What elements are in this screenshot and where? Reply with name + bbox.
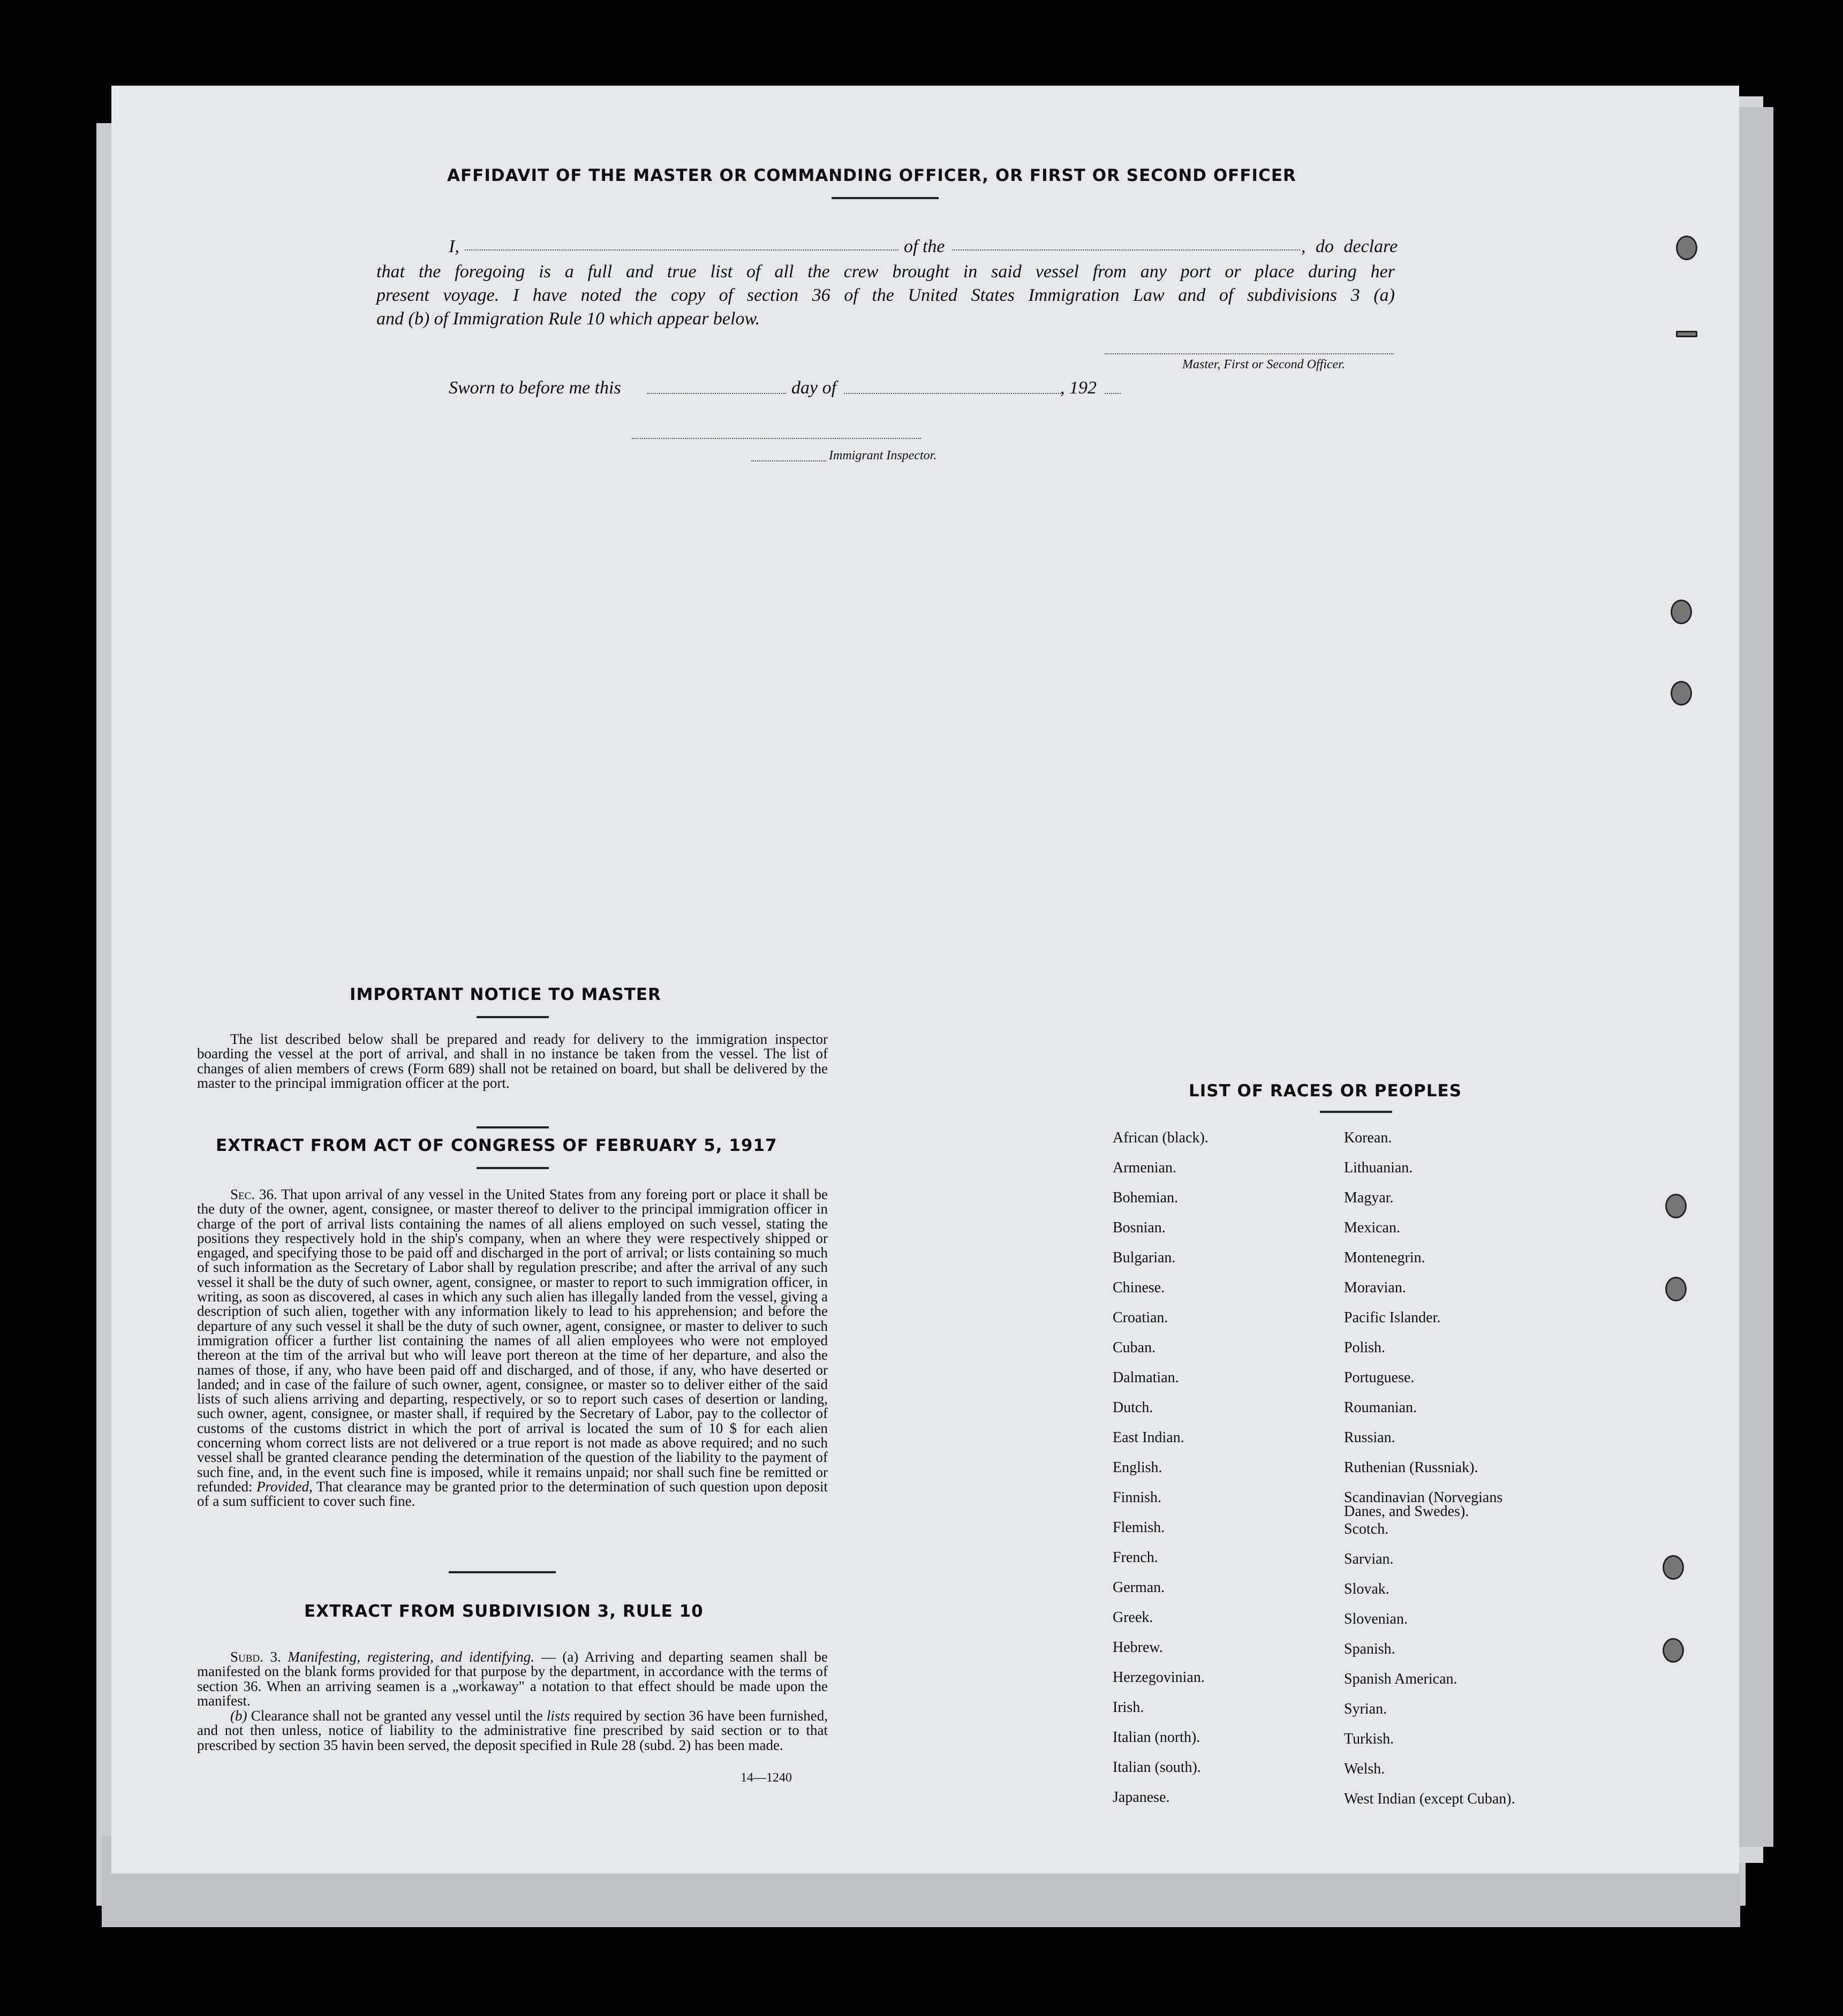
notice-title-rule <box>477 1016 549 1018</box>
rule-subd-a <box>197 1650 828 1708</box>
rule-b-text-1: Clearance shall not be granted any vessel until the <box>251 1708 543 1724</box>
race-item: East Indian. <box>1113 1429 1184 1446</box>
officer-name-line[interactable] <box>465 249 898 251</box>
act-title: EXTRACT FROM ACT OF CONGRESS OF FEBRUARY 5, 1917 <box>216 1136 777 1155</box>
rule-b-marker: (b) <box>230 1708 247 1724</box>
binder-hole-icon <box>1671 681 1692 706</box>
race-item: Welsh. <box>1344 1761 1385 1777</box>
race-item: Armenian. <box>1113 1159 1176 1176</box>
notice-title: IMPORTANT NOTICE TO MASTER <box>350 985 661 1004</box>
rule-title: EXTRACT FROM SUBDIVISION 3, RULE 10 <box>304 1602 704 1621</box>
race-item: Danes, and Swedes). <box>1344 1503 1469 1520</box>
master-signature-line[interactable] <box>1105 353 1394 354</box>
rule-b-lists: lists <box>546 1708 570 1724</box>
notice-text: The list described below shall be prepared and ready for delivery to the immigration inspector boarding the vessel at the port of arrival, and shall in no instance be taken from the vessel. The list of changes of alien members of crews (Form 689) shall not be retained on board, but shall be delivered by the master to the principal immigration officer at the port. <box>197 1031 828 1091</box>
binder-hole-icon <box>1671 600 1692 624</box>
race-item: Slovak. <box>1344 1581 1389 1597</box>
vessel-name-line[interactable] <box>952 249 1300 251</box>
races-title: LIST OF RACES OR PEOPLES <box>1189 1081 1462 1101</box>
race-item: Spanish American. <box>1344 1671 1457 1687</box>
race-item: German. <box>1113 1579 1165 1596</box>
act-section-marker: Sec. 36. <box>230 1186 277 1202</box>
race-item: Cuban. <box>1113 1339 1156 1356</box>
race-item: Croatian. <box>1113 1309 1168 1326</box>
race-item: Sarvian. <box>1344 1551 1394 1567</box>
race-item: Bulgarian. <box>1113 1249 1176 1266</box>
race-item: Flemish. <box>1113 1519 1165 1536</box>
race-item: Moravian. <box>1344 1279 1406 1296</box>
race-item: Portuguese. <box>1344 1369 1415 1386</box>
race-item: Russian. <box>1344 1429 1395 1446</box>
race-item: Mexican. <box>1344 1219 1400 1236</box>
race-item: Greek. <box>1113 1609 1153 1626</box>
rule-b-text-2: required by section 36 have been furnished, and not then unless, notice of liability to the administrative fine prescribed by said section or to that prescribed by section 35 havin been served, the deposit specified in Rule 28 (subd. 2) has been made. <box>197 1708 828 1753</box>
sworn-day-line[interactable] <box>647 393 786 394</box>
inspector-dots <box>751 460 826 461</box>
race-item: Bosnian. <box>1113 1219 1166 1236</box>
affidavit-body-line-1: that the foregoing is a full and true list of all the crew brought in said vessel from any port or place during her <box>376 262 1395 282</box>
race-item: Slovenian. <box>1344 1611 1408 1627</box>
act-top-rule <box>477 1126 549 1128</box>
act-text <box>197 1187 828 1509</box>
rule-subd-b <box>197 1709 828 1753</box>
affidavit-title: AFFIDAVIT OF THE MASTER OR COMMANDING OFFICER, OR FIRST OR SECOND OFFICER <box>447 166 1296 185</box>
binder-hole-icon <box>1663 1638 1684 1663</box>
binder-hole-icon <box>1676 236 1697 260</box>
affidavit-title-rule <box>832 197 939 199</box>
sworn-year-line[interactable] <box>1105 393 1121 394</box>
race-item: Magyar. <box>1344 1189 1394 1206</box>
rule-a-marker: — (a) <box>541 1649 579 1665</box>
binder-hole-icon <box>1665 1277 1687 1301</box>
race-item: Pacific Islander. <box>1344 1309 1441 1326</box>
race-item: Italian (south). <box>1113 1759 1201 1776</box>
binder-hole-icon <box>1676 331 1697 337</box>
rule-top-rule <box>449 1571 556 1573</box>
race-item: African (black). <box>1113 1130 1208 1146</box>
affidavit-i: I, <box>449 237 459 256</box>
race-item: Dutch. <box>1113 1399 1153 1416</box>
form-number: 14—1240 <box>741 1771 792 1785</box>
affidavit-body-line-3: and (b) of Immigration Rule 10 which appear below. <box>376 309 760 329</box>
binder-hole-icon <box>1663 1555 1684 1580</box>
race-item: Scandinavian (Norvegians <box>1344 1489 1503 1506</box>
race-item: English. <box>1113 1459 1162 1476</box>
inspector-label: Immigrant Inspector. <box>829 449 937 463</box>
form-page <box>111 86 1739 1874</box>
sworn-month-line[interactable] <box>844 393 1063 394</box>
race-item: Turkish. <box>1344 1731 1394 1747</box>
master-signature-label: Master, First or Second Officer. <box>1182 358 1345 372</box>
race-item: Syrian. <box>1344 1701 1387 1717</box>
race-item: Chinese. <box>1113 1279 1165 1296</box>
race-item: Japanese. <box>1113 1789 1170 1806</box>
race-item: Polish. <box>1344 1339 1386 1356</box>
races-title-rule <box>1320 1111 1392 1113</box>
race-item: Finnish. <box>1113 1489 1162 1506</box>
affidavit-do-declare: , do declare <box>1301 237 1398 256</box>
act-body-end: That clearance may be granted prior to the determination of such question upon deposit of a sum sufficient to cover such fine. <box>197 1478 828 1510</box>
act-title-rule <box>477 1167 549 1169</box>
race-item: Ruthenian (Russniak). <box>1344 1459 1478 1476</box>
race-item: Dalmatian. <box>1113 1369 1179 1386</box>
inspector-signature-line[interactable] <box>632 438 921 439</box>
binder-hole-icon <box>1665 1194 1687 1218</box>
act-body: That upon arrival of any vessel in the United States from any foreing port or place it shall be the duty of the owner, agent, consignee, or master thereof to deliver to the principal immigration officer in charge of the port of arrival lists containing the names of all aliens employed on such vessel, stating the positions they respectively hold in the ship's company, when an where they were respectively shipped or engaged, and specifying those to be paid off and discharged in the port of arrival; or lists containing so much of such information as the Secretary of Labor shall by regulation prescribe; and after the arrival of any such vessel it shall be the duty of such owner, agent, consignee, or master to report to such immigration officer, in writing, as soon as discovered, al cases in which any such alien has illegally landed from the vessel, giving a description of such alien, together with any information likely to lead to his apprehension; and before the departure of any such vessel it shall be the duty of such owner, agent, consignee, or master to deliver to such immigration officer a further list containing the names of all alien employees who were not employed thereon at the tim of the arrival but who will leave port thereon at the time of her departure, and also the names of those, if any, who have been paid off and discharged, and of those, if any, who have deserted or landed; and in case of the failure of such owner, agent, consignee, or master so to deliver either of the said lists of such aliens arriving and departing, respectively, or so to report such cases of desertion or landing, such owner, agent, consignee, or master shall, if required by the Secretary of Labor, pay to the collector of customs of the customs district in which the port of arrival is located the sum of 10 $ for each alien concerning whom correct lists are not delivered or a true report is not made as above required; and no such vessel shall be granted clearance pending the determination of the question of the liability to the payment of such fine, and, in the event such fine is imposed, while it remains unpaid; nor shall such fine be remitted or refunded: <box>197 1186 828 1495</box>
race-item: Korean. <box>1344 1130 1392 1146</box>
sworn-text: Sworn to before me this <box>449 378 621 398</box>
race-item: West Indian (except Cuban). <box>1344 1791 1515 1807</box>
affidavit-of-the: of the <box>904 237 945 256</box>
race-item: Italian (north). <box>1113 1729 1200 1746</box>
race-item: Roumanian. <box>1344 1399 1417 1416</box>
race-item: French. <box>1113 1549 1158 1566</box>
sworn-day-of: day of <box>791 378 837 398</box>
rule-subd-title: Manifesting, registering, and identifying. <box>288 1649 535 1665</box>
race-item: Hebrew. <box>1113 1639 1163 1656</box>
affidavit-body-line-2: present voyage. I have noted the copy of section 36 of the United States Immigration Law and of subdivisions 3 (a) <box>376 285 1395 305</box>
race-item: Lithuanian. <box>1344 1159 1413 1176</box>
rule-a-text: Arriving and departing seamen shall be manifested on the blank forms provided for that purpose by the department, in accordance with the terms of section 36. When an arriving seamen is a „workaway" a notation to that effect should be made upon the manifest. <box>197 1649 828 1709</box>
rule-subd-marker: Subd. 3. <box>230 1649 281 1665</box>
race-item: Bohemian. <box>1113 1189 1179 1206</box>
sworn-year: , 192 <box>1060 378 1097 398</box>
race-item: Herzegovinian. <box>1113 1669 1205 1686</box>
race-item: Irish. <box>1113 1699 1144 1716</box>
race-item: Montenegrin. <box>1344 1249 1425 1266</box>
race-item: Scotch. <box>1344 1521 1389 1537</box>
underlying-page-edge-2 <box>1735 107 1773 1847</box>
race-item: Spanish. <box>1344 1641 1395 1657</box>
act-provided: Provided, <box>256 1478 313 1495</box>
